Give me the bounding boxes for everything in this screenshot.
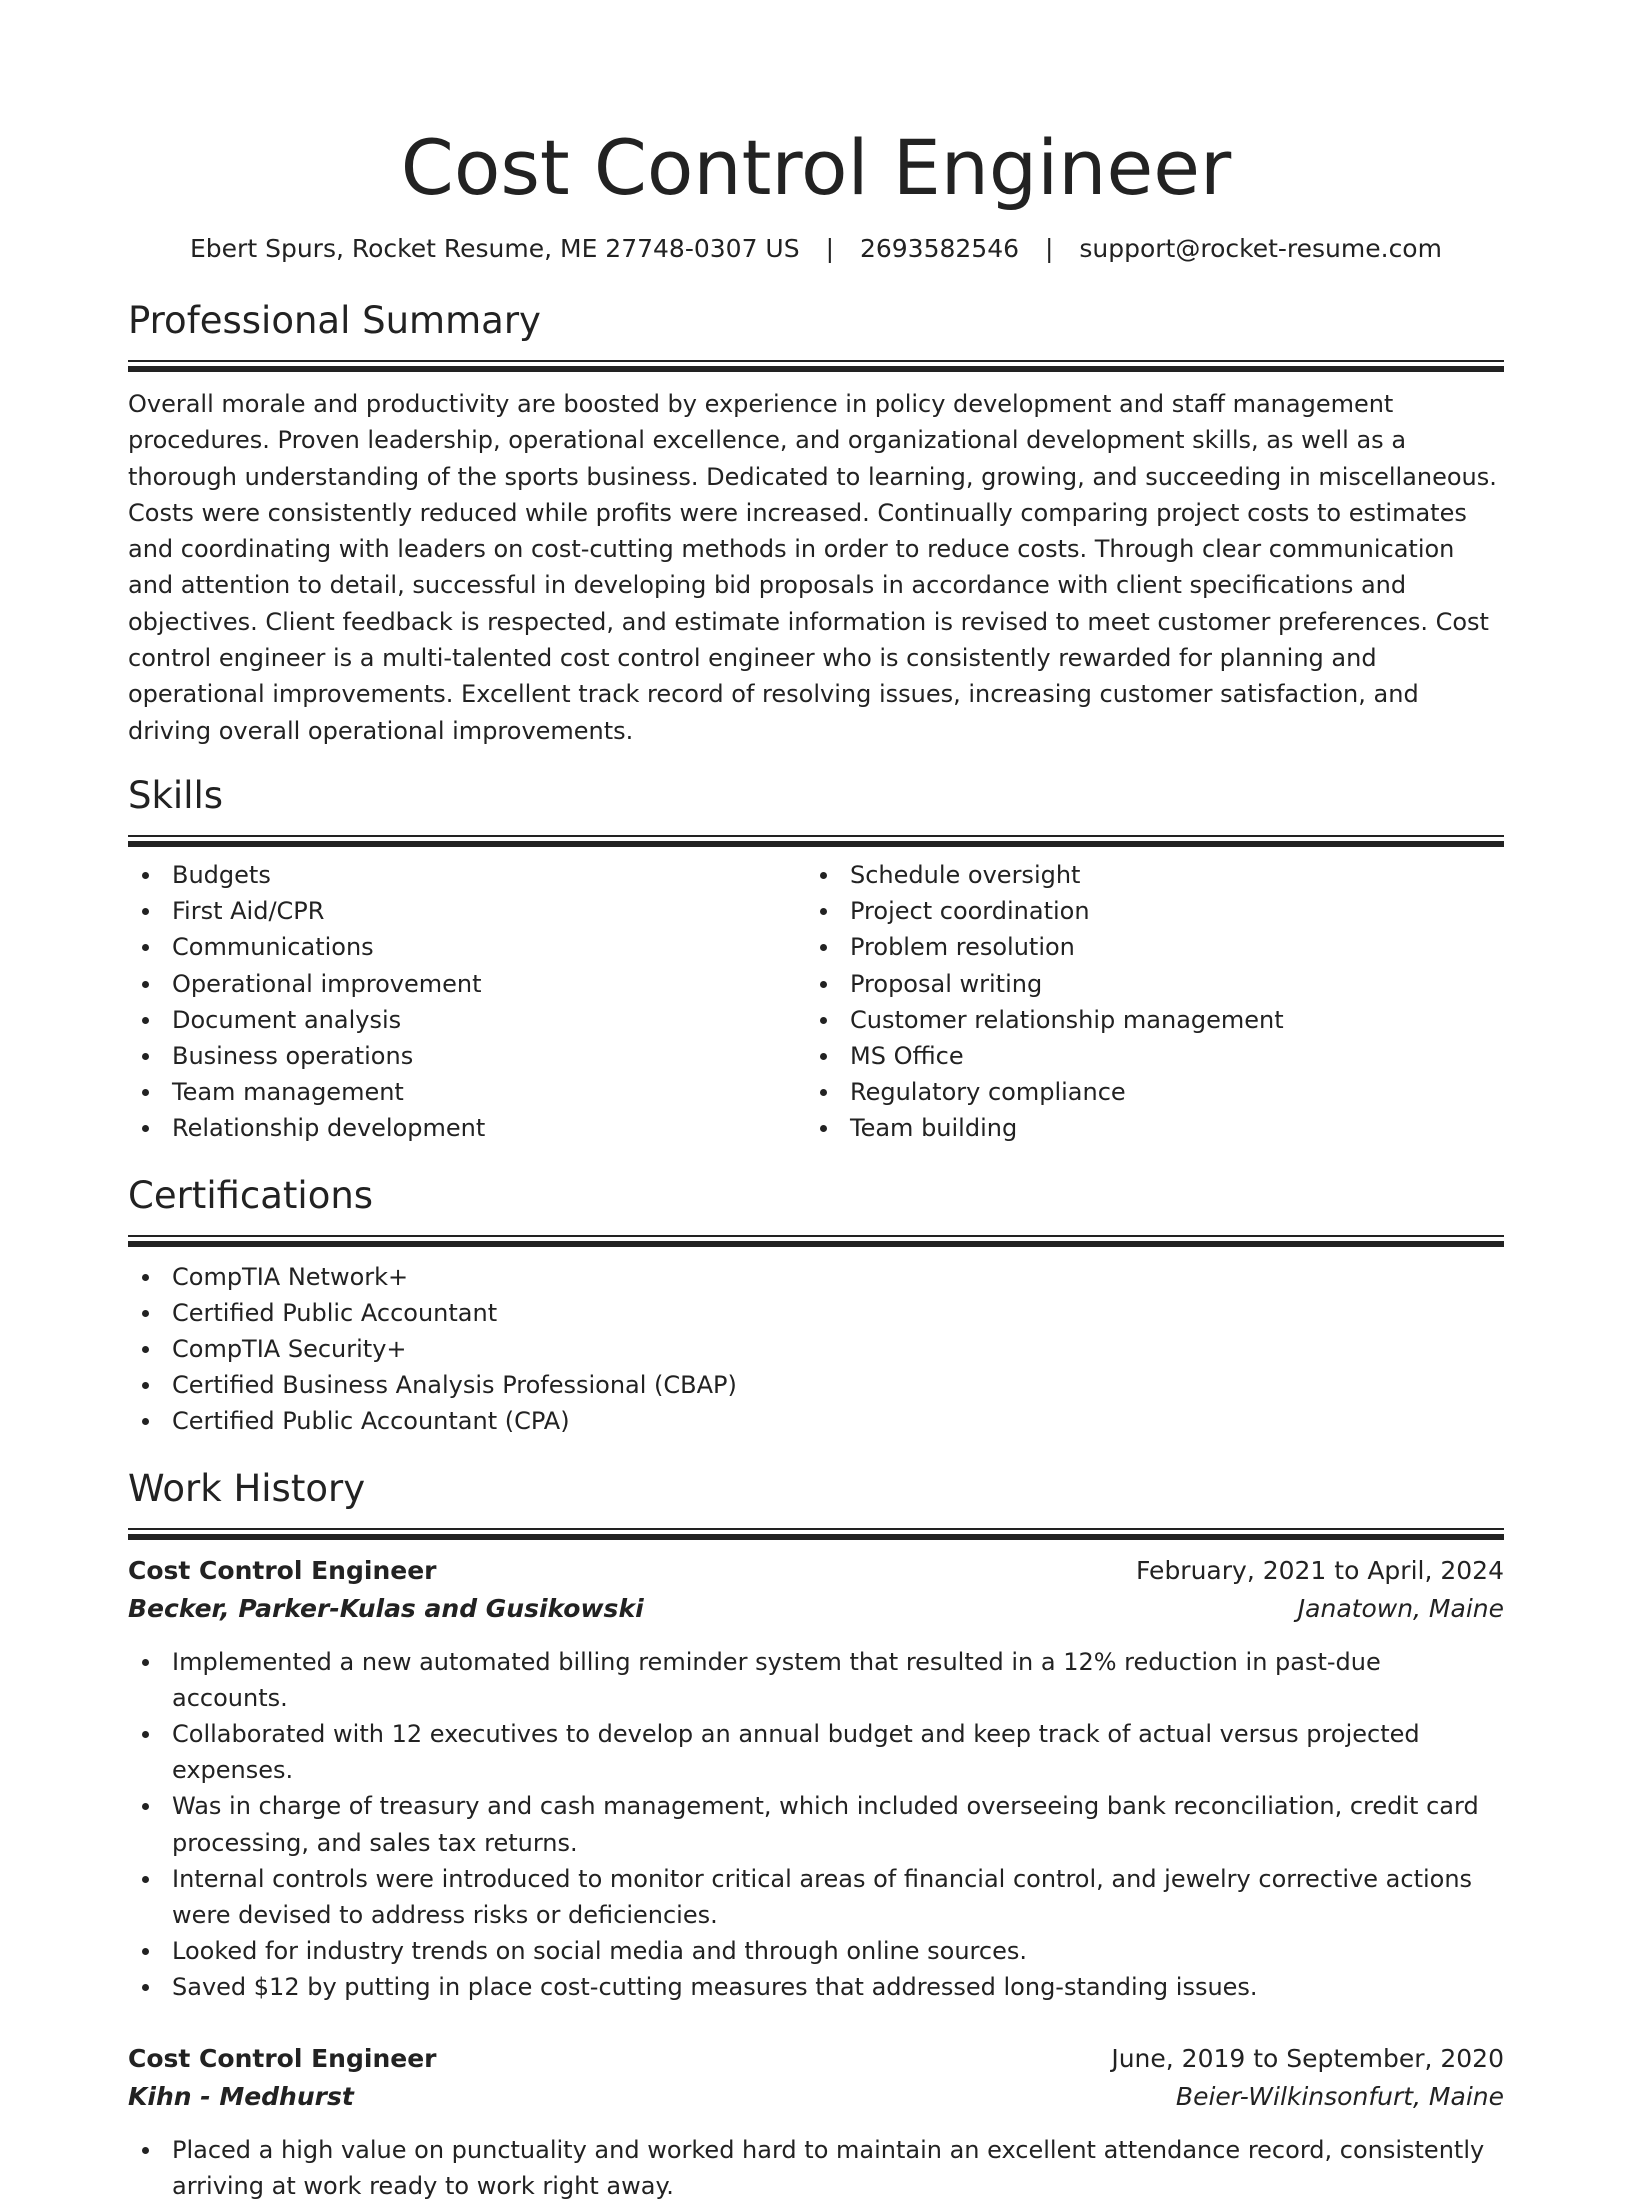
job-bullet: Implemented a new automated billing reminder system that resulted in a 12% reduction in past-due accounts. [128,1644,1504,1716]
contact-line [128,232,1504,266]
job-location: Beier-Wilkinsonfurt, Maine [1175,2081,1504,2111]
job-subheader [128,1590,1504,1628]
skill-item: Operational improvement [128,966,806,1002]
job-bullets [128,2132,1504,2204]
job-entry [128,1552,1504,2006]
certifications-section [128,1171,1504,1440]
skill-item: MS Office [806,1038,1484,1074]
certifications-list [128,1259,1504,1440]
job-location: Janatown, Maine [1297,1593,1504,1623]
summary-text: Overall morale and productivity are boosted by experience in policy development and staff management procedures. Proven leadership, operational excellence, and organizational development skills, as well as a thorough understanding of the sports business. Dedicated to learning, growing, and succeeding in miscellaneous. Costs were consistently reduced while profits were increased. Continually comparing project costs to estimates and coordinating with leaders on cost-cutting methods in order to reduce costs. Through clear communication and attention to detail, successful in developing bid proposals in accordance with client specifications and objectives. Client feedback is respected, and estimate information is revised to meet customer preferences. Cost control engineer is a multi-talented cost control engineer who is consistently rewarded for planning and operational improvements. Excellent track record of resolving issues, increasing customer satisfaction, and driving overall operational improvements. [128,390,1497,745]
certifications-heading: Certifications [128,1173,374,1217]
certification-item: Certified Public Accountant (CPA) [128,1403,1504,1439]
summary-section [128,296,1504,749]
skill-item: Customer relationship management [806,1002,1484,1038]
job-header [128,1552,1504,1590]
job-bullet: Placed a high value on punctuality and worked hard to maintain an excellent attendance record, consistently arriving at work ready to work right away. [128,2132,1504,2204]
contact-separator: | [1044,234,1054,263]
skill-item: Budgets [128,857,806,893]
skills-grid [128,857,1504,1147]
section-divider [128,1235,1504,1247]
job-subheader [128,2078,1504,2116]
skills-left-column [128,857,806,1147]
job-title: Cost Control Engineer [128,2043,437,2073]
certification-item: CompTIA Security+ [128,1331,1504,1367]
job-dates: February, 2021 to April, 2024 [1136,1555,1504,1585]
job-bullet: Looked for industry trends on social media and through online sources. [128,1933,1504,1969]
job-entry [128,2040,1504,2204]
job-bullet: Saved $12 by putting in place cost-cutting measures that addressed long-standing issues. [128,1969,1504,2005]
skill-item: First Aid/CPR [128,893,806,929]
certification-item: Certified Business Analysis Professional (CBAP) [128,1367,1504,1403]
job-company: Kihn - Medhurst [128,2081,354,2111]
skill-item: Communications [128,929,806,965]
skills-section [128,771,1504,1147]
resume-page [128,0,1504,2204]
section-divider [128,1528,1504,1540]
contact-separator: | [825,234,834,263]
contact-email: support@rocket-resume.com [1079,234,1442,263]
skill-item: Document analysis [128,1002,806,1038]
skills-right-column [806,857,1484,1147]
certification-item: Certified Public Accountant [128,1295,1504,1331]
section-divider [128,835,1504,847]
skill-item: Proposal writing [806,966,1484,1002]
job-company: Becker, Parker-Kulas and Gusikowski [128,1593,644,1623]
contact-address: Ebert Spurs, Rocket Resume, ME 27748-0307 US [190,234,800,263]
skill-item: Team management [128,1074,806,1110]
job-bullet: Internal controls were introduced to monitor critical areas of financial control, and jewelry corrective actions were devised to address risks or deficiencies. [128,1861,1504,1933]
resume-title: Cost Control Engineer [400,123,1232,212]
certification-item: CompTIA Network+ [128,1259,1504,1295]
section-divider [128,360,1504,372]
work-history-section [128,1464,1504,2204]
skills-heading: Skills [128,773,224,817]
contact-phone: 2693582546 [859,234,1020,263]
job-bullet: Was in charge of treasury and cash management, which included overseeing bank reconciliation, credit card processing, and sales tax returns. [128,1788,1504,1860]
work-history-heading: Work History [128,1466,366,1510]
skill-item: Relationship development [128,1110,806,1146]
job-dates: June, 2019 to September, 2020 [1111,2043,1504,2073]
job-title: Cost Control Engineer [128,1555,437,1585]
skill-item: Business operations [128,1038,806,1074]
job-bullets [128,1644,1504,2006]
skill-item: Project coordination [806,893,1484,929]
job-header [128,2040,1504,2078]
skill-item: Schedule oversight [806,857,1484,893]
skill-item: Team building [806,1110,1484,1146]
job-bullet: Collaborated with 12 executives to develop an annual budget and keep track of actual versus projected expenses. [128,1716,1504,1788]
skill-item: Regulatory compliance [806,1074,1484,1110]
skill-item: Problem resolution [806,929,1484,965]
summary-heading: Professional Summary [128,299,541,342]
